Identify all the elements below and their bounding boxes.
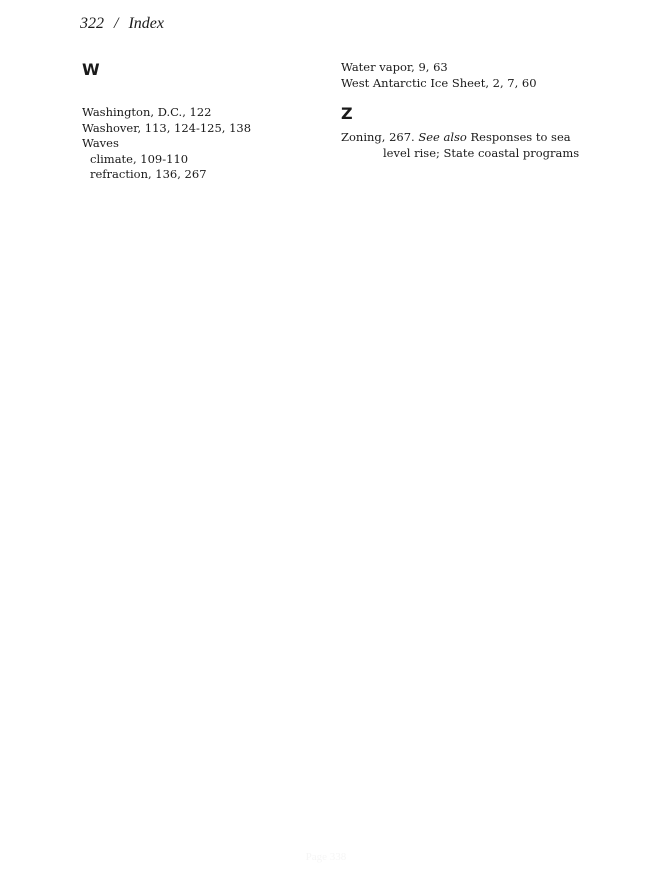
index-column-left (82, 60, 327, 183)
index-entry-west-antarctic: West Antarctic Ice Sheet, 2, 7, 60 (341, 75, 537, 90)
index-entry-washington: Washington, D.C., 122 (82, 105, 212, 119)
letter-heading-z: Z (341, 104, 353, 124)
header-separator: / (114, 15, 119, 32)
page-number: 322 (80, 15, 104, 32)
index-subentry-climate: climate, 109-110 (90, 151, 189, 166)
index-subentry-refraction: refraction, 136, 267 (90, 167, 207, 182)
zoning-cross-references: Responses to sea level rise; State coastal programs (383, 130, 580, 160)
see-also-label: See also (418, 130, 467, 145)
index-entry-waves: Waves (82, 136, 119, 151)
running-head (80, 14, 164, 34)
page-folio: Page 338 (305, 851, 347, 863)
index-column-right (341, 60, 586, 161)
zoning-main: Zoning, 267. (341, 130, 415, 145)
index-entry-water-vapor: Water vapor, 9, 63 (341, 60, 448, 74)
section-title: Index (128, 15, 164, 32)
index-entry-washover: Washover, 113, 124-125, 138 (82, 120, 252, 135)
index-entry-zoning (341, 130, 586, 161)
letter-heading-w: W (82, 60, 100, 79)
